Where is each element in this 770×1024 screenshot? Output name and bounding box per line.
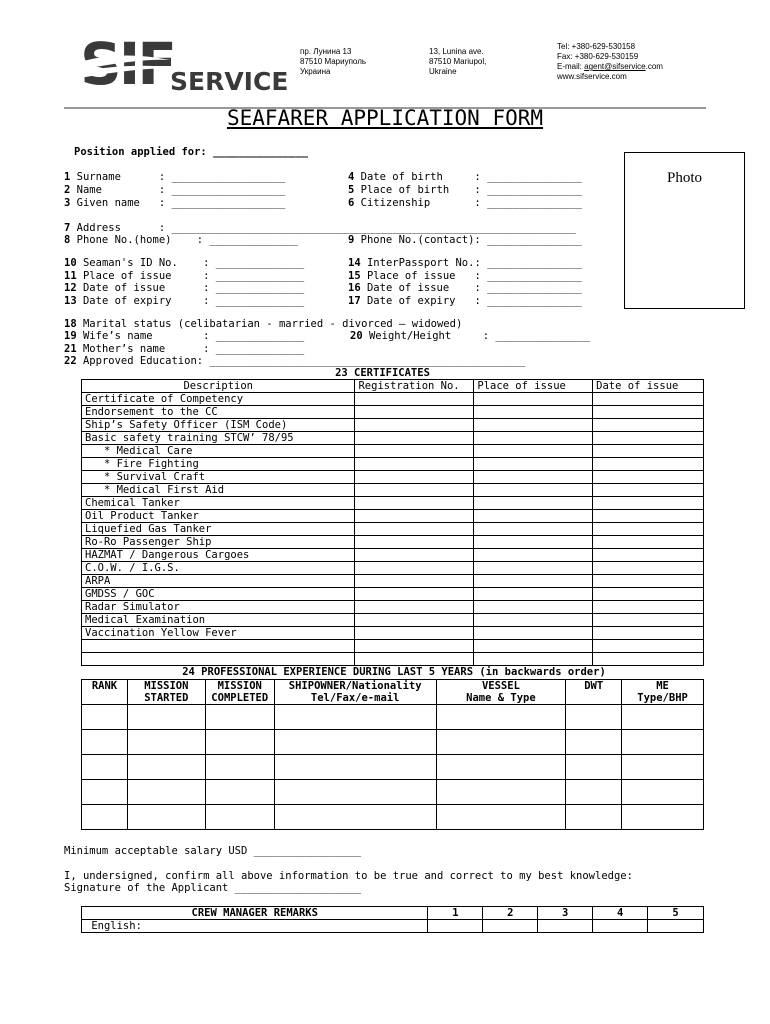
certificate-row [82, 497, 704, 510]
registration-no-cell[interactable] [355, 588, 474, 601]
vessel-cell[interactable] [436, 755, 566, 780]
field-weight-height[interactable] [350, 330, 590, 342]
field-label: Date of issue : _______________ [360, 282, 582, 294]
field-label: Place of issue : ______________ [76, 270, 305, 282]
field-date-of-birth[interactable] [348, 171, 582, 183]
date-of-issue-cell[interactable] [593, 471, 704, 484]
address-en [429, 47, 486, 77]
registration-no-cell[interactable] [355, 653, 474, 666]
field-label: Place of issue : _______________ [360, 270, 582, 282]
certificate-description: * Medical First Aid [82, 484, 355, 497]
dwt-cell[interactable] [566, 805, 622, 830]
certificate-description: ARPA [82, 575, 355, 588]
field-label: Address : ________________________________________________________________ [70, 222, 577, 234]
field-wife-name[interactable] [64, 330, 304, 342]
column-header: VESSEL Name & Type [436, 680, 566, 705]
certificate-description: Endorsement to the CC [82, 406, 355, 419]
field-number: 9 [348, 234, 355, 246]
certificate-description: GMDSS / GOC [82, 588, 355, 601]
rank-cell[interactable] [82, 780, 128, 805]
date-of-issue-cell[interactable] [593, 575, 704, 588]
address-ru [300, 47, 366, 77]
column-header: Date of issue [593, 380, 704, 393]
vessel-cell[interactable] [436, 730, 566, 755]
email-line [557, 62, 663, 72]
place-of-issue-cell[interactable] [474, 419, 593, 432]
field-number: 8 [64, 234, 71, 246]
place-of-issue-cell[interactable] [474, 471, 593, 484]
registration-no-cell[interactable] [355, 393, 474, 406]
column-header: MISSION COMPLETED [205, 680, 274, 705]
date-of-issue-cell[interactable] [593, 393, 704, 406]
score-header: 2 [483, 907, 538, 920]
date-of-issue-cell[interactable] [593, 445, 704, 458]
field-passport-date-of-issue[interactable] [348, 282, 582, 294]
registration-no-cell[interactable] [355, 445, 474, 458]
experience-table-body [82, 680, 704, 830]
field-label: Date of issue : ______________ [76, 282, 305, 294]
certificates-heading: 23 CERTIFICATES [335, 367, 430, 379]
certificate-row [82, 575, 704, 588]
score-header: 5 [648, 907, 704, 920]
address-ru-line: 87510 Мариуполь [300, 57, 367, 66]
date-of-issue-cell[interactable] [593, 601, 704, 614]
certificate-row [82, 536, 704, 549]
certificate-description: Chemical Tanker [82, 497, 355, 510]
mission-completed-cell[interactable] [205, 730, 274, 755]
date-of-issue-cell[interactable] [593, 510, 704, 523]
place-of-issue-cell[interactable] [474, 458, 593, 471]
certificate-row [82, 510, 704, 523]
place-of-issue-cell[interactable] [474, 510, 593, 523]
registration-no-cell[interactable] [355, 458, 474, 471]
english-score-cell[interactable] [428, 920, 483, 933]
place-of-issue-cell[interactable] [474, 406, 593, 419]
field-approved-education[interactable] [64, 355, 526, 367]
vessel-cell[interactable] [436, 805, 566, 830]
date-of-issue-cell[interactable] [593, 653, 704, 666]
field-number: 21 [64, 343, 77, 355]
registration-no-cell[interactable] [355, 419, 474, 432]
me-cell[interactable] [622, 705, 704, 730]
place-of-issue-cell[interactable] [474, 432, 593, 445]
field-number: 3 [64, 197, 71, 209]
dwt-cell[interactable] [566, 730, 622, 755]
english-label: English: [82, 920, 428, 933]
column-header: RANK [82, 680, 128, 705]
field-given-name[interactable] [64, 197, 285, 209]
mission-started-cell[interactable] [127, 705, 205, 730]
field-number: 20 [350, 330, 363, 342]
certificate-description: C.O.W. / I.G.S. [82, 562, 355, 575]
registration-no-cell[interactable] [355, 406, 474, 419]
place-of-issue-cell[interactable] [474, 575, 593, 588]
experience-table [81, 679, 704, 830]
remarks-english-row [82, 920, 704, 933]
shipowner-cell[interactable] [274, 705, 436, 730]
minimum-salary-field[interactable]: Minimum acceptable salary USD _________________ [64, 845, 362, 857]
certificate-row [82, 588, 704, 601]
field-number: 15 [348, 270, 361, 282]
photo-label: Photo [666, 170, 702, 186]
field-passport-place-of-issue[interactable] [348, 270, 582, 282]
place-of-issue-cell[interactable] [474, 549, 593, 562]
certificate-row [82, 562, 704, 575]
me-cell[interactable] [622, 780, 704, 805]
field-label: Date of expiry : _______________ [360, 295, 582, 307]
certificate-description: Radar Simulator [82, 601, 355, 614]
field-passport-date-of-expiry[interactable] [348, 295, 582, 307]
place-of-issue-cell[interactable] [474, 653, 593, 666]
score-header: 4 [593, 907, 648, 920]
address-en-line: 87510 Mariupol, [429, 57, 487, 66]
mission-completed-cell[interactable] [205, 805, 274, 830]
mission-completed-cell[interactable] [205, 780, 274, 805]
shipowner-cell[interactable] [274, 805, 436, 830]
certificate-row [82, 471, 704, 484]
field-name[interactable] [64, 184, 285, 196]
field-number: 1 [64, 171, 71, 183]
column-header: MISSION STARTED [127, 680, 205, 705]
registration-no-cell[interactable] [355, 471, 474, 484]
certificate-row [82, 601, 704, 614]
certificates-header-row [82, 380, 704, 393]
field-mother-name[interactable] [64, 343, 304, 355]
date-of-issue-cell[interactable] [593, 419, 704, 432]
email-suffix: .com [645, 62, 663, 71]
shipowner-cell[interactable] [274, 755, 436, 780]
logo-letters: SIF [80, 32, 174, 94]
certificate-row [82, 484, 704, 497]
field-number: 18 [64, 318, 77, 330]
dwt-cell[interactable] [566, 780, 622, 805]
field-label: Given name : __________________ [70, 197, 286, 209]
field-number: 13 [64, 295, 77, 307]
date-of-issue-cell[interactable] [593, 406, 704, 419]
field-number: 14 [348, 257, 361, 269]
column-header: SHIPOWNER/Nationality Tel/Fax/e-mail [274, 680, 436, 705]
rank-cell[interactable] [82, 805, 128, 830]
mission-completed-cell[interactable] [205, 705, 274, 730]
field-place-of-birth[interactable] [348, 184, 582, 196]
me-cell[interactable] [622, 805, 704, 830]
field-label: Citizenship : _______________ [354, 197, 582, 209]
field-label: Phone No.(home) : ______________ [70, 234, 298, 246]
date-of-issue-cell[interactable] [593, 458, 704, 471]
registration-no-cell[interactable] [355, 601, 474, 614]
certificate-row [82, 614, 704, 627]
certificate-row [82, 393, 704, 406]
address-en-line: 13, Lunina ave. [429, 47, 484, 56]
experience-row [82, 780, 704, 805]
certificate-description: HAZMAT / Dangerous Cargoes [82, 549, 355, 562]
vessel-cell[interactable] [436, 705, 566, 730]
place-of-issue-cell[interactable] [474, 536, 593, 549]
field-label: Name : __________________ [70, 184, 286, 196]
me-cell[interactable] [622, 730, 704, 755]
field-number: 19 [64, 330, 77, 342]
field-phone-home[interactable] [64, 234, 298, 246]
field-number: 12 [64, 282, 77, 294]
place-of-issue-cell[interactable] [474, 627, 593, 640]
field-label: Phone No.(contact): _______________ [354, 234, 582, 246]
date-of-issue-cell[interactable] [593, 562, 704, 575]
column-header: Description [82, 380, 355, 393]
certificate-description: * Survival Craft [82, 471, 355, 484]
me-cell[interactable] [622, 755, 704, 780]
form-title [0, 106, 770, 130]
certificate-description: Certificate of Competency [82, 393, 355, 406]
field-label: Marital status (celibatarian - married - divorced – widowed) [76, 318, 463, 330]
certificate-description: Vaccination Yellow Fever [82, 627, 355, 640]
field-number: 6 [348, 197, 355, 209]
experience-heading: 24 PROFESSIONAL EXPERIENCE DURING LAST 5 YEARS (in backwards order) [182, 666, 606, 678]
field-date-of-expiry[interactable] [64, 295, 304, 307]
phone-number: Tel: +380-629-530158 [557, 42, 636, 51]
english-score-cell[interactable] [483, 920, 538, 933]
field-number: 7 [64, 222, 71, 234]
form-title-text: SEAFARER APPLICATION FORM [226, 106, 544, 130]
field-number: 4 [348, 171, 355, 183]
field-place-of-issue[interactable] [64, 270, 304, 282]
registration-no-cell[interactable] [355, 484, 474, 497]
column-header: Registration No. [355, 380, 474, 393]
field-label: Surname : __________________ [70, 171, 286, 183]
field-number: 16 [348, 282, 361, 294]
date-of-issue-cell[interactable] [593, 497, 704, 510]
place-of-issue-cell[interactable] [474, 640, 593, 653]
mission-completed-cell[interactable] [205, 755, 274, 780]
remarks-header-row [82, 907, 704, 920]
date-of-issue-cell[interactable] [593, 536, 704, 549]
field-number: 17 [348, 295, 361, 307]
registration-no-cell[interactable] [355, 536, 474, 549]
place-of-issue-cell[interactable] [474, 484, 593, 497]
certificate-row [82, 653, 704, 666]
certificate-description: Medical Examination [82, 614, 355, 627]
certificate-description [82, 653, 355, 666]
address-ru-line: пр. Лунина 13 [300, 47, 352, 56]
date-of-issue-cell[interactable] [593, 588, 704, 601]
place-of-issue-cell[interactable] [474, 445, 593, 458]
field-label: Place of birth : _______________ [354, 184, 582, 196]
registration-no-cell[interactable] [355, 510, 474, 523]
column-header: ME Type/BHP [622, 680, 704, 705]
field-label: Date of expiry : ______________ [76, 295, 305, 307]
certificate-description [82, 640, 355, 653]
email-link[interactable]: agent@sifservice [584, 62, 646, 71]
rank-cell[interactable] [82, 705, 128, 730]
contact-info [557, 42, 663, 82]
certificate-row [82, 640, 704, 653]
field-surname[interactable] [64, 171, 285, 183]
field-label: Date of birth : _______________ [354, 171, 582, 183]
mission-started-cell[interactable] [127, 780, 205, 805]
score-header: 1 [428, 907, 483, 920]
date-of-issue-cell[interactable] [593, 640, 704, 653]
field-date-of-issue[interactable] [64, 282, 304, 294]
column-header: Place of issue [474, 380, 593, 393]
rank-cell[interactable] [82, 755, 128, 780]
place-of-issue-cell[interactable] [474, 497, 593, 510]
field-seaman-id[interactable] [64, 257, 304, 269]
registration-no-cell[interactable] [355, 562, 474, 575]
field-citizenship[interactable] [348, 197, 582, 209]
date-of-issue-cell[interactable] [593, 549, 704, 562]
certificate-description: Basic safety training STCW’ 78/95 [82, 432, 355, 445]
date-of-issue-cell[interactable] [593, 627, 704, 640]
email-label: E-mail: [557, 62, 585, 71]
fax-number: Fax: +380-629-530159 [557, 52, 639, 61]
field-label: Seaman's ID No. : ______________ [76, 257, 305, 269]
registration-no-cell[interactable] [355, 432, 474, 445]
shipowner-cell[interactable] [274, 780, 436, 805]
date-of-issue-cell[interactable] [593, 432, 704, 445]
field-interpassport-no[interactable] [348, 257, 582, 269]
address-ru-line: Украина [300, 67, 331, 76]
field-address[interactable] [64, 222, 576, 234]
position-applied-field[interactable]: Position applied for: _______________ [74, 146, 308, 158]
rank-cell[interactable] [82, 730, 128, 755]
certificate-row [82, 445, 704, 458]
certificate-description: Oil Product Tanker [82, 510, 355, 523]
mission-started-cell[interactable] [127, 805, 205, 830]
dwt-cell[interactable] [566, 705, 622, 730]
registration-no-cell[interactable] [355, 549, 474, 562]
place-of-issue-cell[interactable] [474, 601, 593, 614]
field-label: Approved Education: __________________________________________________ [76, 355, 526, 367]
experience-row [82, 755, 704, 780]
vessel-cell[interactable] [436, 780, 566, 805]
remarks-heading: CREW MANAGER REMARKS [82, 907, 428, 920]
date-of-issue-cell[interactable] [593, 484, 704, 497]
field-label: Weight/Height : _______________ [362, 330, 591, 342]
score-header: 3 [538, 907, 593, 920]
registration-no-cell[interactable] [355, 575, 474, 588]
field-label: InterPassport No.: _______________ [360, 257, 582, 269]
field-label: Mother’s name : ______________ [76, 343, 305, 355]
certificate-row [82, 432, 704, 445]
date-of-issue-cell[interactable] [593, 614, 704, 627]
field-phone-contact[interactable] [348, 234, 582, 246]
field-marital-status[interactable] [64, 318, 462, 330]
experience-row [82, 730, 704, 755]
experience-header-row [82, 680, 704, 705]
dwt-cell[interactable] [566, 755, 622, 780]
field-label: Wife’s name : ______________ [76, 330, 305, 342]
experience-row [82, 705, 704, 730]
date-of-issue-cell[interactable] [593, 523, 704, 536]
shipowner-cell[interactable] [274, 730, 436, 755]
english-score-cell[interactable] [538, 920, 593, 933]
certificate-row [82, 627, 704, 640]
certificate-description: Ro-Ro Passenger Ship [82, 536, 355, 549]
registration-no-cell[interactable] [355, 627, 474, 640]
english-score-cell[interactable] [648, 920, 704, 933]
certificate-row [82, 406, 704, 419]
experience-row [82, 805, 704, 830]
place-of-issue-cell[interactable] [474, 614, 593, 627]
logo-subtext: SERVICE [170, 67, 289, 94]
signature-field[interactable]: Signature of the Applicant ____________________ [64, 882, 362, 894]
certificates-table [81, 379, 704, 666]
field-number: 10 [64, 257, 77, 269]
place-of-issue-cell[interactable] [474, 562, 593, 575]
mission-started-cell[interactable] [127, 755, 205, 780]
column-header: DWT [566, 680, 622, 705]
place-of-issue-cell[interactable] [474, 393, 593, 406]
field-number: 11 [64, 270, 77, 282]
registration-no-cell[interactable] [355, 497, 474, 510]
certificates-table-body [82, 380, 704, 666]
crew-manager-remarks-table [81, 906, 704, 933]
place-of-issue-cell[interactable] [474, 523, 593, 536]
address-en-line: Ukraine [429, 67, 457, 76]
field-number: 22 [64, 355, 77, 367]
certificate-row [82, 549, 704, 562]
company-logo [80, 32, 290, 94]
registration-no-cell[interactable] [355, 614, 474, 627]
website[interactable]: www.sifservice.com [557, 72, 627, 81]
field-number: 5 [348, 184, 355, 196]
certificate-row [82, 523, 704, 536]
certificate-row [82, 458, 704, 471]
confirmation-text: I, undersigned, confirm all above information to be true and correct to my best knowledge: [64, 870, 633, 882]
certificate-description: * Medical Care [82, 445, 355, 458]
registration-no-cell[interactable] [355, 640, 474, 653]
registration-no-cell[interactable] [355, 523, 474, 536]
place-of-issue-cell[interactable] [474, 588, 593, 601]
english-score-cell[interactable] [593, 920, 648, 933]
certificate-description: * Fire Fighting [82, 458, 355, 471]
certificate-description: Liquefied Gas Tanker [82, 523, 355, 536]
mission-started-cell[interactable] [127, 730, 205, 755]
photo-box [624, 152, 745, 309]
certificate-description: Ship’s Safety Officer (ISM Code) [82, 419, 355, 432]
field-number: 2 [64, 184, 71, 196]
certificate-row [82, 419, 704, 432]
